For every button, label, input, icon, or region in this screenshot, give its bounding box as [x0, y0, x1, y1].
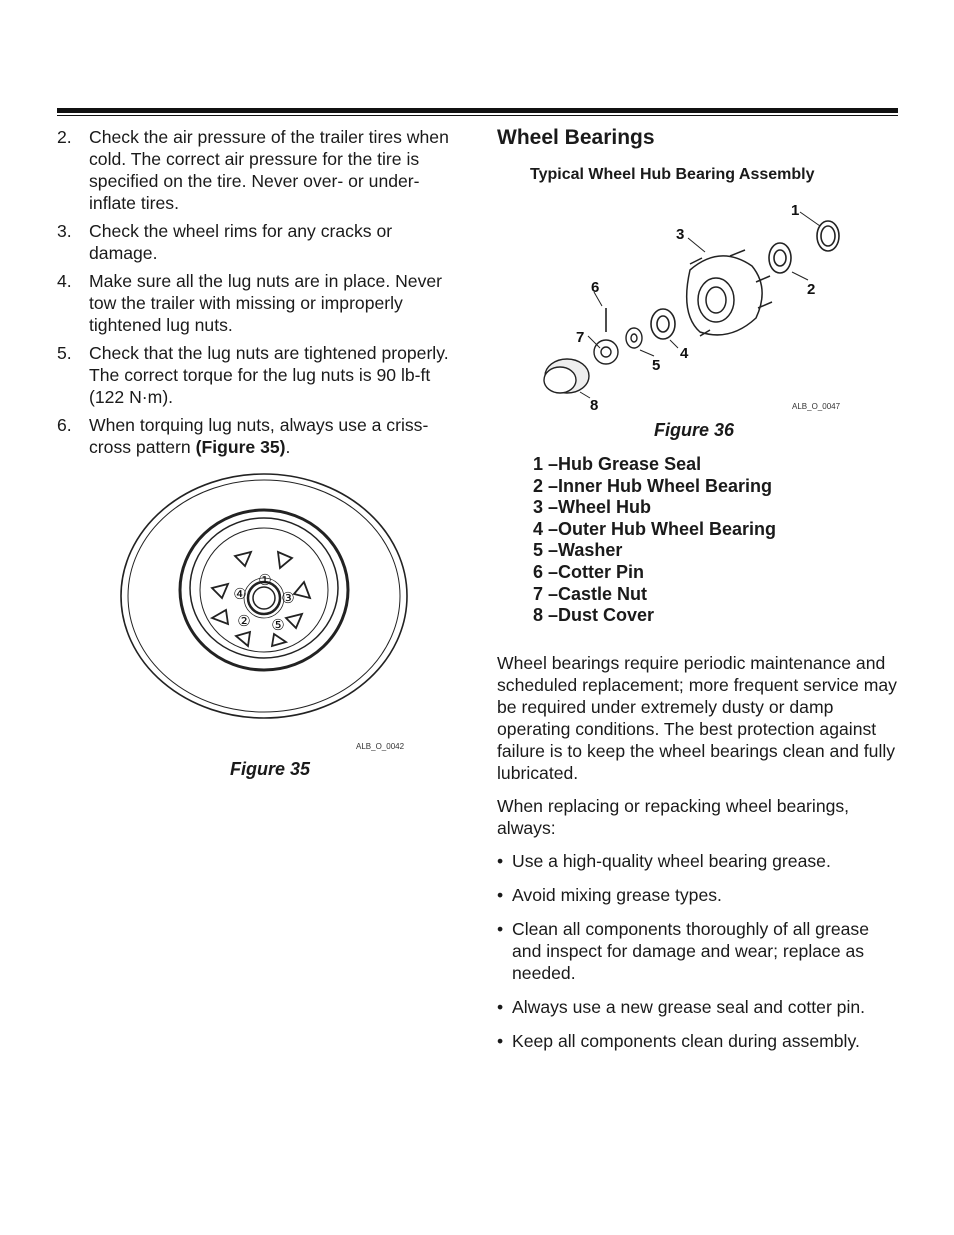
list-item-text: Use a high-quality wheel bearing grease.: [512, 851, 831, 871]
step-2: [57, 126, 462, 214]
step-3: [57, 220, 462, 264]
callout-2: 2: [807, 281, 816, 298]
bullet-icon: •: [497, 885, 504, 905]
right-column: [497, 124, 902, 152]
figure-35-caption: Figure 35: [230, 759, 311, 779]
figure-36-legend: [533, 454, 776, 627]
list-item-text: Always use a new grease seal and cotter pin.: [512, 997, 866, 1017]
step-text: Check the air pressure of the trailer tires when cold. The correct air pressure for the tire is specified on the tire. Never over- or under-inflate tires.: [89, 127, 449, 213]
bullet-icon: •: [497, 997, 504, 1017]
step-6: [57, 414, 462, 458]
step-text: Make sure all the lug nuts are in place. Never tow the trailer with missing or improperly tightened lug nuts.: [89, 271, 443, 335]
lug-nut-labels: [233, 571, 294, 634]
figure-36-title: Typical Wheel Hub Bearing Assembly: [530, 166, 815, 183]
bullet-icon: •: [497, 851, 504, 871]
legend-item: 8 –Dust Cover: [533, 605, 655, 626]
step-number: 2.: [57, 127, 72, 147]
inner-hub-bearing: [769, 243, 791, 273]
lug-4: ④: [233, 585, 247, 603]
bullet-icon: •: [497, 1031, 504, 1051]
list-item-text: Clean all components thoroughly of all grease and inspect for damage and wear; replace as needed.: [512, 919, 869, 983]
list-item: [497, 996, 902, 1018]
paragraph: Wheel bearings require periodic maintenance and scheduled replacement; more frequent service may be required under extremely dusty or damp operating conditions. The best protection against failure is to keep the wheel bearings clean and fully lubricated.: [497, 653, 897, 783]
callout-7: 7: [576, 329, 585, 346]
callout-3: 3: [676, 226, 685, 243]
legend-item: 2 –Inner Hub Wheel Bearing: [533, 475, 773, 496]
figure-36-code: ALB_O_0047: [792, 402, 841, 411]
bullet-list: [497, 850, 902, 1052]
tire-outline: [121, 474, 407, 718]
lug-5: ⑤: [271, 616, 285, 634]
callout-5: 5: [652, 357, 661, 374]
wheel-bearing-text: [497, 652, 902, 1064]
list-item-text: Keep all components clean during assembly.: [512, 1031, 860, 1051]
step-text: Check the wheel rims for any cracks or damage.: [89, 221, 393, 263]
bullet-icon: •: [497, 919, 504, 939]
legend-item: 3 –Wheel Hub: [533, 497, 652, 518]
legend-item: 5 –Washer: [533, 540, 623, 561]
step-5: [57, 342, 462, 408]
step-text: Check that the lug nuts are tightened properly. The correct torque for the lug nuts is 90 lb-ft (122 N·m).: [89, 343, 449, 407]
step-4: [57, 270, 462, 336]
legend-item: 7 –Castle Nut: [533, 583, 648, 604]
figure-reference[interactable]: (Figure 35): [195, 437, 286, 457]
figure-36-hub-assembly-diagram: [530, 196, 860, 416]
list-item: [497, 850, 902, 872]
figure-35-code: ALB_O_0042: [356, 742, 405, 751]
lug-3: ③: [281, 589, 295, 607]
list-item: [497, 1030, 902, 1052]
step-number: 4.: [57, 271, 72, 291]
left-column: [57, 126, 462, 464]
step-number: 5.: [57, 343, 72, 363]
step-number: 6.: [57, 415, 72, 435]
step-text-plain: When torquing lug nuts, always use a criss-cross pattern: [89, 415, 429, 457]
wheel-hub: [687, 250, 772, 336]
header-rule: [57, 108, 898, 113]
step-text: [89, 414, 462, 458]
washer: [626, 328, 642, 348]
lug-2: ②: [237, 612, 251, 630]
legend-item: 6 –Cotter Pin: [533, 561, 645, 582]
wheel-vent-holes: [212, 552, 310, 646]
step-text-end: .: [285, 437, 291, 457]
callout-1: 1: [791, 202, 800, 219]
figure-35-wheel-diagram: [118, 472, 418, 762]
callout-8: 8: [590, 397, 599, 414]
castle-nut: [594, 340, 618, 364]
callout-4: 4: [680, 345, 689, 362]
list-item: [497, 918, 902, 984]
section-title: Wheel Bearings: [497, 126, 655, 149]
figure-36-caption: Figure 36: [654, 420, 735, 440]
lug-1: ①: [258, 571, 272, 589]
callout-6: 6: [591, 279, 600, 296]
paragraph: When replacing or repacking wheel bearings, always:: [497, 796, 850, 838]
hub-grease-seal: [817, 221, 839, 251]
list-item: [497, 884, 902, 906]
legend-item: 4 –Outer Hub Wheel Bearing: [533, 518, 777, 539]
header-rule-thin: [57, 115, 898, 116]
dust-cover: [544, 359, 589, 393]
step-number: 3.: [57, 221, 72, 241]
list-item-text: Avoid mixing grease types.: [512, 885, 722, 905]
legend-item: 1 –Hub Grease Seal: [533, 454, 702, 474]
outer-hub-bearing: [651, 309, 675, 339]
